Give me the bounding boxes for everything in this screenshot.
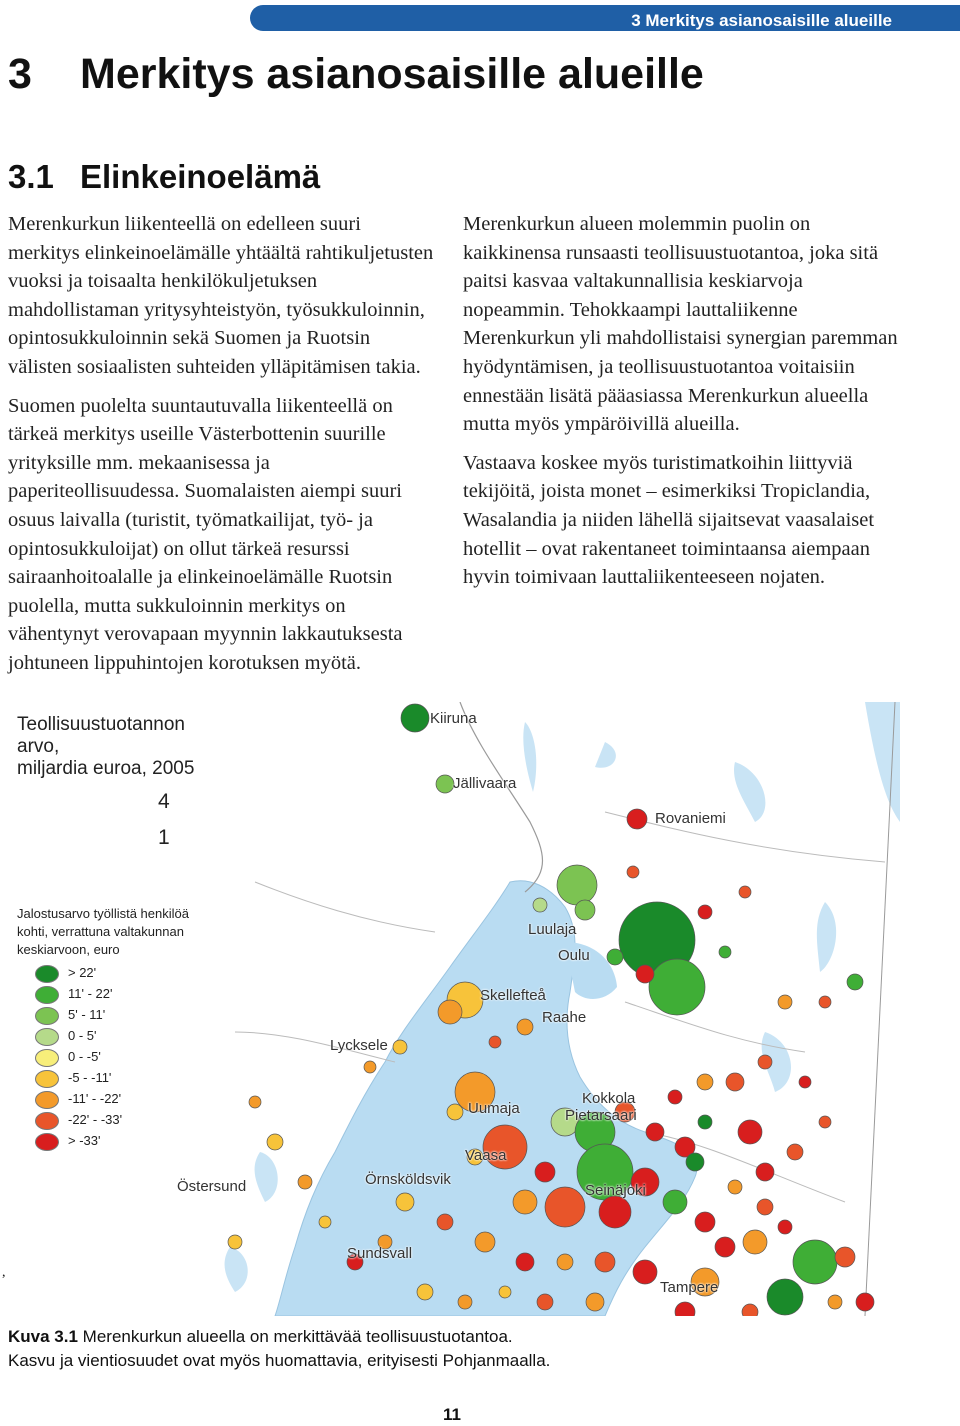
map-bubble xyxy=(364,1061,376,1073)
map-bubble xyxy=(767,1279,803,1315)
map-bubble xyxy=(393,1040,407,1054)
map-bubble xyxy=(499,1286,511,1298)
map-bubble xyxy=(742,1304,758,1316)
map-bubble xyxy=(719,946,731,958)
lake xyxy=(865,702,900,822)
map-bubble xyxy=(715,1237,735,1257)
map-bubble xyxy=(436,775,454,793)
city-label: Jällivaara xyxy=(453,775,517,792)
map-bubble xyxy=(686,1153,704,1171)
chapter-number: 3 xyxy=(8,50,32,98)
legend-title-line: Teollisuustuotannon arvo, xyxy=(17,714,185,757)
legend-label: -5 - -11' xyxy=(68,1070,112,1085)
map-bubble xyxy=(417,1284,433,1300)
map-bubble xyxy=(458,1295,472,1309)
map-bubble xyxy=(396,1193,414,1211)
map-bubble xyxy=(249,1096,261,1108)
lake xyxy=(734,762,765,822)
map-bubble xyxy=(516,1253,534,1271)
legend-subtitle-line: Jalostusarvo työllistä henkilöä xyxy=(17,906,189,921)
map-bubble xyxy=(856,1293,874,1311)
map-bubble xyxy=(298,1175,312,1189)
lake xyxy=(523,722,536,792)
map-bubble xyxy=(599,1196,631,1228)
map-bubble xyxy=(847,974,863,990)
map-bubble xyxy=(663,1190,687,1214)
city-label: Lycksele xyxy=(330,1037,388,1054)
map-bubble xyxy=(267,1134,283,1150)
page-number: 11 xyxy=(443,1405,461,1424)
city-label: Örnsköldsvik xyxy=(365,1171,451,1188)
map-bubble xyxy=(575,900,595,920)
paragraph: Merenkurkun alueen molemmin puolin on kaikkinensa runsaasti teollisuustuotantoa, joka sitä paitsi kasvaa valtakunnallisia keskiarvoja nopeammin. Tehokkaampi lauttaliikenne Merenkurkun yli mahdollistaisi synergian paremman hyödyntämisen, ja teollisuustuotantoa voitaisiin ennestään lisätä pääasiassa Merenkurkun alueella mutta myös ympäröivillä alueilla. xyxy=(463,213,898,436)
caption-line-1: Merenkurkun alueella on merkittävää teollisuustuotantoa. xyxy=(77,1327,513,1346)
map-bubble xyxy=(743,1230,767,1254)
map-bubble xyxy=(545,1187,585,1227)
map-legend xyxy=(5,702,220,1222)
city-label: Luulaja xyxy=(528,921,577,938)
city-label: Kiiruna xyxy=(430,710,477,727)
lake xyxy=(595,742,616,768)
map-bubble xyxy=(799,1076,811,1088)
legend-label: 0 - -5' xyxy=(68,1049,101,1064)
map-bubble xyxy=(668,1090,682,1104)
map-bubble xyxy=(513,1190,537,1214)
map-bubble xyxy=(739,886,751,898)
region-border xyxy=(865,702,895,1316)
map-bubble xyxy=(819,996,831,1008)
legend-label: -11' - -22' xyxy=(68,1091,122,1106)
map-bubble xyxy=(649,959,705,1015)
city-label: Tampere xyxy=(660,1279,719,1296)
map-bubble xyxy=(627,866,639,878)
map-bubble xyxy=(756,1163,774,1181)
legend-swatch xyxy=(35,1007,59,1025)
city-label: Skellefteå xyxy=(480,987,546,1004)
map-bubble xyxy=(517,1019,533,1035)
header-bar xyxy=(250,5,960,31)
left-column xyxy=(8,210,436,688)
chapter-title-text: Merkitys asianosaisille alueille xyxy=(80,50,704,98)
city-label: Vaasa xyxy=(465,1147,507,1164)
section-number: 3.1 xyxy=(8,158,54,195)
legend-title-line: miljardia euroa, 2005 xyxy=(17,758,195,779)
city-label: Oulu xyxy=(558,947,590,964)
stray-mark: , xyxy=(2,1265,6,1280)
map-bubble xyxy=(586,1293,604,1311)
map-bubble xyxy=(228,1235,242,1249)
legend-swatch xyxy=(35,1091,59,1109)
map-bubble xyxy=(778,995,792,1009)
map-bubble xyxy=(475,1232,495,1252)
legend-swatch xyxy=(35,1112,59,1130)
map-bubble xyxy=(695,1212,715,1232)
city-label: Seinäjoki xyxy=(585,1182,646,1199)
map-bubble xyxy=(757,1199,773,1215)
paragraph: Suomen puolelta suuntautuvalla liikenteellä on tärkeä merkitys useille Västerbottenin suurille yrityksille mm. mekaanisessa ja paperiteollisuudessa. Suomalaisten aiempi suuri osuus laivalla (turistit, työmatkailijat, työ- ja opintosukkuloijat) on ollut tärkeä resurssi sairaanhoitoalalle ja elinkeinoelämälle Ruotsin puolella, mutta sukkuloinnin merkitys on vähentynyt verovapaan myynnin lakkautuksesta johtuneen lippuhintojen korotuksen myötä. xyxy=(8,394,403,674)
caption-line-2: Kasvu ja vientiosuudet ovat myös huomattavia, erityisesti Pohjanmaalla. xyxy=(8,1351,551,1370)
map-bubble xyxy=(595,1252,615,1272)
paragraph: Vastaava koskee myös turistimatkoihin liittyviä tekijöitä, joista monet – esimerkiksi Tropiclandia, Wasalandia ja niiden lähellä sijaitsevat vaasalaiset hotellit – ovat rakentaneet toimintaansa aiempaan hyvin toimivaan lauttaliikenteeseen nojaten. xyxy=(463,451,875,589)
caption-label: Kuva 3.1 xyxy=(8,1327,78,1346)
map-bubble xyxy=(778,1220,792,1234)
legend-swatch xyxy=(35,965,59,983)
map-bubble xyxy=(726,1073,744,1091)
city-label: Raahe xyxy=(542,1009,587,1026)
city-label: Kokkola xyxy=(582,1090,636,1107)
chapter-title xyxy=(8,50,704,99)
map-bubble xyxy=(758,1055,772,1069)
map-bubble xyxy=(489,1036,501,1048)
running-header: 3 Merkitys asianosaisille alueille xyxy=(631,11,892,30)
map-bubble xyxy=(438,1000,462,1024)
map-bubble xyxy=(437,1214,453,1230)
legend-label: > 22' xyxy=(68,965,97,980)
legend-subtitle-line: keskiarvoon, euro xyxy=(17,942,120,957)
legend-subtitle-line: kohti, verrattuna valtakunnan xyxy=(17,924,184,939)
lake xyxy=(817,902,836,972)
map-bubble xyxy=(819,1116,831,1128)
map-bubble xyxy=(636,965,654,983)
map-bubble xyxy=(787,1144,803,1160)
legend-swatch xyxy=(35,1133,59,1151)
city-label: Uumaja xyxy=(468,1100,520,1117)
legend-swatch xyxy=(35,1028,59,1046)
legend-swatch xyxy=(35,1070,59,1088)
legend-label: 0 - 5' xyxy=(68,1028,97,1043)
map-bubble xyxy=(319,1216,331,1228)
map-bubble xyxy=(557,1254,573,1270)
map-bubble xyxy=(607,949,623,965)
legend-label: -22' - -33' xyxy=(68,1112,123,1127)
map-bubble xyxy=(533,898,547,912)
map-bubble xyxy=(535,1162,555,1182)
map-bubble xyxy=(627,809,647,829)
map-bubble xyxy=(698,905,712,919)
industry-map xyxy=(5,702,900,1316)
legend-label: 11' - 22' xyxy=(68,986,113,1001)
map-bubble xyxy=(675,1302,695,1316)
map-bubble xyxy=(697,1074,713,1090)
map-bubble xyxy=(793,1240,837,1284)
map-bubble xyxy=(557,865,597,905)
map-bubble xyxy=(401,704,429,732)
size-label-4: 4 xyxy=(158,790,170,813)
map-bubble xyxy=(537,1294,553,1310)
figure-caption xyxy=(8,1325,550,1373)
region-border xyxy=(255,882,435,932)
section-title xyxy=(8,158,320,196)
section-title-text: Elinkeinoelämä xyxy=(80,158,321,195)
city-label: Pietarsaari xyxy=(565,1107,637,1124)
legend-label: > -33' xyxy=(68,1133,101,1148)
map-bubble xyxy=(728,1180,742,1194)
legend-label: 5' - 11' xyxy=(68,1007,106,1022)
legend-subtitle xyxy=(17,905,217,959)
lake xyxy=(225,1247,248,1292)
legend-title xyxy=(17,714,220,780)
lake xyxy=(255,1152,278,1202)
map-bubble xyxy=(828,1295,842,1309)
legend-swatch xyxy=(35,986,59,1004)
map-bubble xyxy=(646,1123,664,1141)
city-label: Östersund xyxy=(177,1178,247,1195)
map-bubble xyxy=(835,1247,855,1267)
map-bubble xyxy=(633,1260,657,1284)
paragraph: Merenkurkun liikenteellä on edelleen suuri merkitys elinkeinoelämälle yhtäältä rahtikuljetusten vuoksi ja toisaalta henkilökuljetuksen mahdollistaman yritysyhteistyön, työsukkuloinnin, opintosukkuloinnin sekä Suomen ja Ruotsin välisten sosiaalisten suhteiden ylläpitämisen takia. xyxy=(8,213,434,378)
legend-swatch xyxy=(35,1049,59,1067)
city-label: Rovaniemi xyxy=(655,810,726,827)
map-bubble xyxy=(738,1120,762,1144)
city-label: Sundsvall xyxy=(347,1245,413,1262)
map-bubble xyxy=(447,1104,463,1120)
map-bubble xyxy=(698,1115,712,1129)
size-label-1: 1 xyxy=(158,826,170,849)
right-column xyxy=(463,210,908,602)
